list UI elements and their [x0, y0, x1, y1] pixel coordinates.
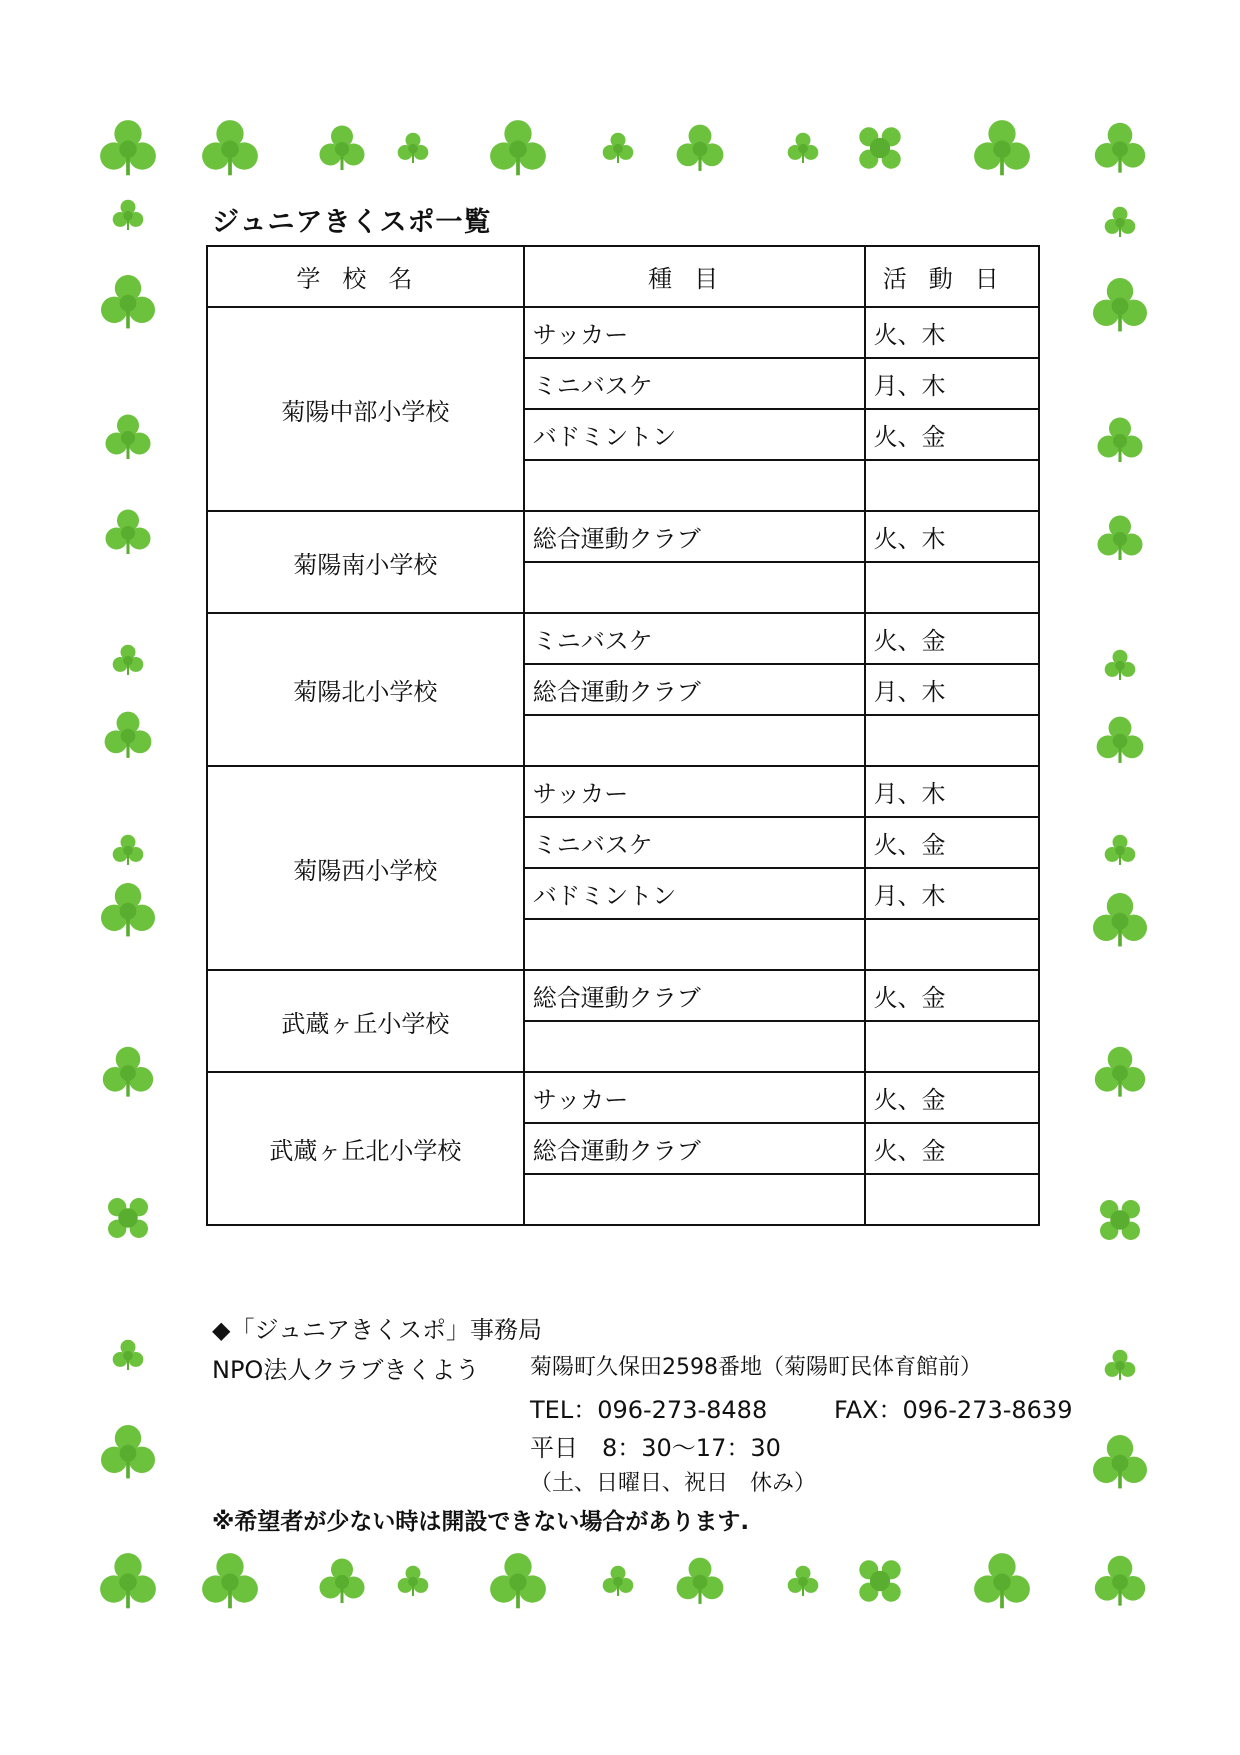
clover-icon [101, 1191, 155, 1245]
activity-days-cell [865, 715, 1039, 766]
activity-days-cell: 火、金 [865, 409, 1039, 460]
clover-icon [317, 123, 367, 173]
sport-cell: 総合運動クラブ [524, 511, 865, 562]
activity-days-cell: 月、木 [865, 766, 1039, 817]
clover-icon [396, 1564, 430, 1598]
clover-icon [100, 1044, 156, 1100]
clover-icon [111, 1338, 145, 1372]
sport-cell: 総合運動クラブ [524, 970, 865, 1021]
office-name: ◆「ジュニアきくスポ」事務局 [212, 1316, 542, 1344]
school-name-cell: 菊陽南小学校 [207, 511, 524, 613]
activity-days-cell: 火、金 [865, 1072, 1039, 1123]
sport-cell [524, 562, 865, 613]
school-name-cell: 武蔵ヶ丘小学校 [207, 970, 524, 1072]
activity-days-cell [865, 460, 1039, 511]
clover-icon [852, 1553, 908, 1609]
closed-days: （土、日曜日、祝日 休み） [530, 1471, 817, 1496]
clover-icon [1093, 1193, 1147, 1247]
activity-days-cell: 火、金 [865, 1123, 1039, 1174]
header-sport: 種目 [524, 246, 865, 307]
activity-days-cell: 月、木 [865, 868, 1039, 919]
clover-icon [111, 198, 145, 232]
clover-icon [1092, 120, 1148, 176]
sport-cell: ミニバスケ [524, 358, 865, 409]
clover-icon [852, 120, 908, 176]
clover-icon [98, 1422, 158, 1482]
tel-number: TEL：096-273-8488 [530, 1396, 768, 1424]
clover-icon [1095, 415, 1145, 465]
table-row [207, 1072, 1039, 1123]
clover-icon [199, 1550, 261, 1612]
sport-cell: サッカー [524, 766, 865, 817]
school-name-cell: 菊陽中部小学校 [207, 307, 524, 511]
clover-icon [971, 1550, 1033, 1612]
sport-cell: 総合運動クラブ [524, 664, 865, 715]
sport-cell [524, 715, 865, 766]
clover-icon [601, 131, 635, 165]
sport-cell: ミニバスケ [524, 613, 865, 664]
sport-cell [524, 1174, 865, 1225]
clover-icon [674, 1555, 726, 1607]
sport-cell [524, 460, 865, 511]
clover-icon [786, 131, 820, 165]
clover-icon [103, 507, 153, 557]
clover-icon [971, 117, 1033, 179]
table-row [207, 970, 1039, 1021]
school-name-cell: 菊陽西小学校 [207, 766, 524, 970]
activity-days-cell: 火、木 [865, 307, 1039, 358]
clover-icon [786, 1564, 820, 1598]
clover-icon [97, 117, 159, 179]
activity-days-cell: 火、金 [865, 817, 1039, 868]
activity-days-cell [865, 919, 1039, 970]
clover-icon [111, 643, 145, 677]
office-hours: 平日 8：30～17：30 [530, 1434, 781, 1462]
sport-cell [524, 1021, 865, 1072]
sport-cell: バドミントン [524, 868, 865, 919]
clover-icon [487, 117, 549, 179]
clover-icon [103, 412, 153, 462]
schedule-table [206, 245, 1040, 1226]
table-row [207, 307, 1039, 358]
header-school: 学校名 [207, 246, 524, 307]
clover-icon [1103, 833, 1137, 867]
sport-cell: バドミントン [524, 409, 865, 460]
table-row [207, 613, 1039, 664]
sport-cell: サッカー [524, 307, 865, 358]
table-header-row [207, 246, 1039, 307]
address: 菊陽町久保田2598番地（菊陽町民体育館前） [530, 1355, 982, 1380]
activity-days-cell: 火、金 [865, 970, 1039, 1021]
activity-days-cell [865, 562, 1039, 613]
clover-icon [396, 131, 430, 165]
sport-cell [524, 919, 865, 970]
activity-days-cell: 火、金 [865, 613, 1039, 664]
school-name-cell: 武蔵ヶ丘北小学校 [207, 1072, 524, 1225]
clover-icon [1095, 513, 1145, 563]
clover-icon [1090, 275, 1150, 335]
school-name-cell: 菊陽北小学校 [207, 613, 524, 766]
activity-days-cell [865, 1021, 1039, 1072]
table-row [207, 511, 1039, 562]
sport-cell: 総合運動クラブ [524, 1123, 865, 1174]
organization-name: NPO法人クラブきくよう [212, 1356, 480, 1384]
clover-icon [98, 272, 158, 332]
clover-icon [1092, 1044, 1148, 1100]
clover-icon [1103, 205, 1137, 239]
activity-days-cell: 月、木 [865, 358, 1039, 409]
sport-cell: ミニバスケ [524, 817, 865, 868]
clover-icon [1103, 648, 1137, 682]
activity-days-cell: 月、木 [865, 664, 1039, 715]
clover-icon [1090, 1432, 1150, 1492]
table-body [207, 307, 1039, 1225]
clover-icon [199, 117, 261, 179]
sport-cell: サッカー [524, 1072, 865, 1123]
clover-icon [1090, 890, 1150, 950]
clover-icon [98, 880, 158, 940]
clover-icon [1094, 714, 1146, 766]
clover-icon [97, 1550, 159, 1612]
notice-text: ※希望者が少ない時は開設できない場合があります. [212, 1509, 750, 1535]
clover-icon [674, 122, 726, 174]
clover-icon [1092, 1553, 1148, 1609]
activity-days-cell [865, 1174, 1039, 1225]
header-days: 活動日 [865, 246, 1039, 307]
clover-icon [317, 1556, 367, 1606]
page-title: ジュニアきくスポ一覧 [212, 207, 492, 238]
clover-icon [1103, 1348, 1137, 1382]
clover-icon [102, 709, 154, 761]
fax-number: FAX：096-273-8639 [834, 1396, 1073, 1424]
clover-icon [601, 1564, 635, 1598]
table-row [207, 766, 1039, 817]
clover-icon [111, 833, 145, 867]
clover-icon [487, 1550, 549, 1612]
activity-days-cell: 火、木 [865, 511, 1039, 562]
